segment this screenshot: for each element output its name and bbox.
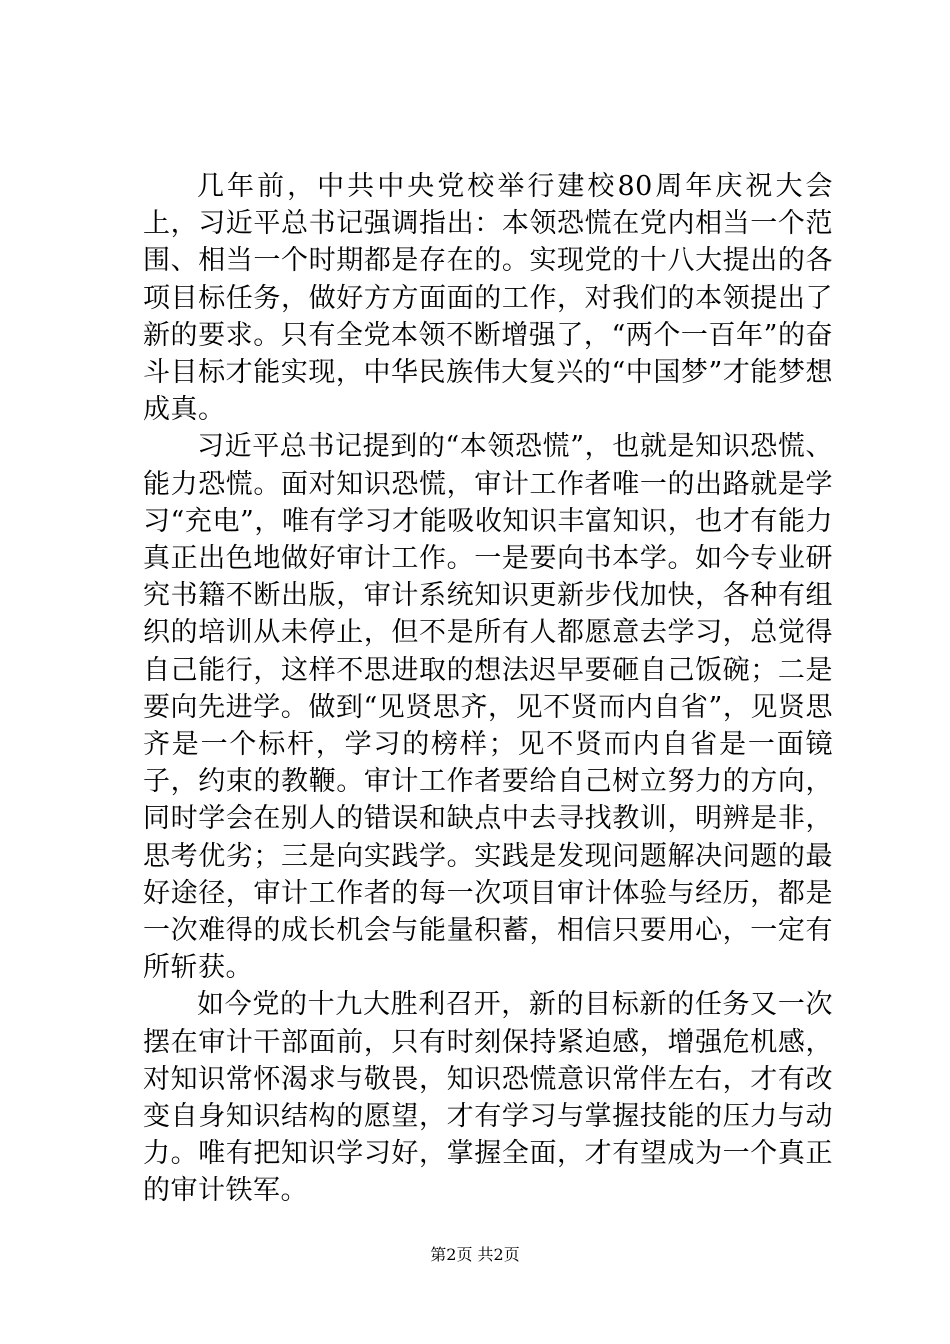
paragraph-1: 几年前，中共中央党校举行建校80周年庆祝大会上，习近平总书记强调指出：本领恐慌在党内相当一个范围、相当一个时期都是存在的。实现党的十八大提出的各项目标任务，做好方方面面的工作，对我们的本领提出了新的要求。只有全党本领不断增强了，“两个一百年”的奋斗目标才能实现，中华民族伟大复兴的“中国梦”才能梦想成真。: [143, 171, 833, 426]
page-footer: [0, 1244, 950, 1266]
paragraph-2: 习近平总书记提到的“本领恐慌”，也就是知识恐慌、能力恐慌。面对知识恐慌，审计工作者唯一的出路就是学习“充电”，唯有学习才能吸收知识丰富知识，也才有能力真正出色地做好审计工作。一是要向书本学。如今专业研究书籍不断出版，审计系统知识更新步伐加快，各种有组织的培训从未停止，但不是所有人都愿意去学习，总觉得自己能行，这样不思进取的想法迟早要砸自己饭碗；二是要向先进学。做到“见贤思齐，见不贤而内自省”，见贤思齐是一个标杆，学习的榜样；见不贤而内自省是一面镜子，约束的教鞭。审计工作者要给自己树立努力的方向，同时学会在别人的错误和缺点中去寻找教训，明辨是非，思考优劣；三是向实践学。实践是发现问题解决问题的最好途径，审计工作者的每一次项目审计体验与经历，都是一次难得的成长机会与能量积蓄，相信只要用心，一定有所斩获。: [143, 431, 833, 984]
page-number-label: 第2页 共2页: [430, 1245, 520, 1264]
document-body: [143, 168, 833, 1210]
paragraph-3: 如今党的十九大胜利召开，新的目标新的任务又一次摆在审计干部面前，只有时刻保持紧迫感，增强危机感，对知识常怀渴求与敬畏，知识恐慌意识常伴左右，才有改变自身知识结构的愿望，才有学习与掌握技能的压力与动力。唯有把知识学习好，掌握全面，才有望成为一个真正的审计铁军。: [143, 989, 833, 1207]
